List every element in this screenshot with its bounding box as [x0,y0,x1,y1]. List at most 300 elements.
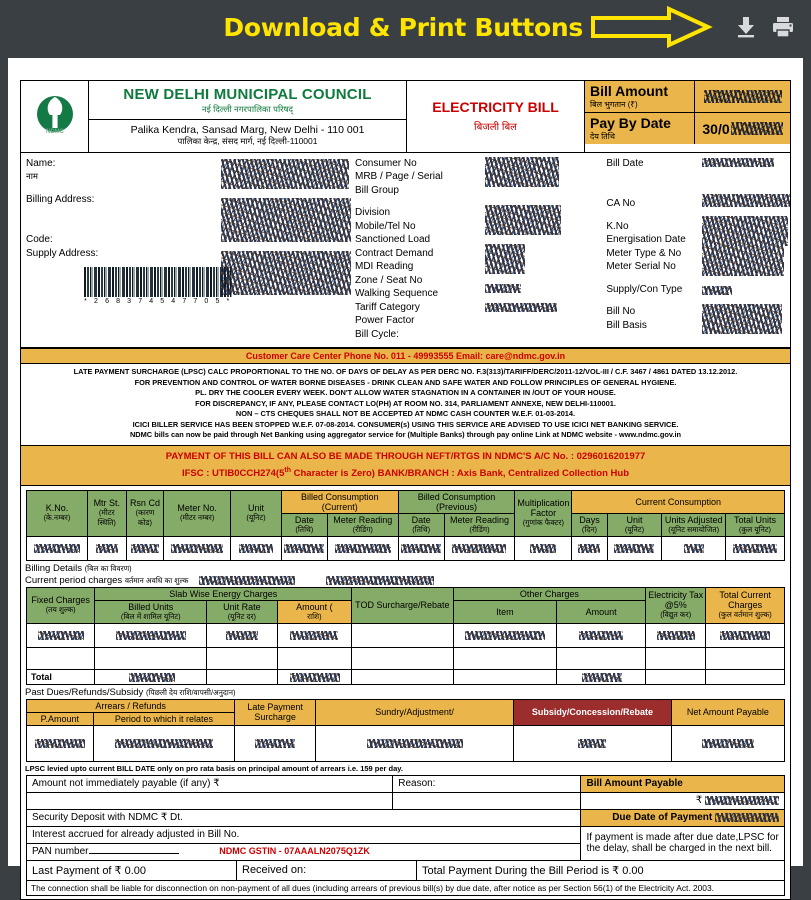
pdf-viewer-toolbar [0,0,811,54]
notice-line: FOR PREVENTION AND CONTROL OF WATER BORNE DISEASES - DRINK CLEAN AND SAFE WATER AND FOLLOW PRINCIPLES OF GENERAL HYGIENE. [134,377,677,387]
redacted-value [465,631,545,640]
cell-unit [231,536,282,560]
cell-received-on: Received on: [237,861,417,881]
redacted-supply-con-type [702,286,732,295]
redacted-value [290,631,338,640]
redacted-bill-amount-payable [705,796,779,805]
cell-total-payment: Total Payment During the Bill Period is ₹ 0.00 [417,861,785,881]
cell-cur-date [281,536,327,560]
consumer-left-labels [21,153,232,348]
table-row [27,861,785,881]
label-supply-address: Supply Address: [26,247,99,259]
redacted-value [35,739,85,748]
council-name-block [89,81,407,152]
th-amount-en: Amount ( [296,601,333,612]
redacted-value [401,544,441,553]
th-k-no-en: K.No. [45,503,69,514]
th-unit-rate-hi: (यूनिट दर) [227,611,257,621]
th-billed-units-en: Billed Units [128,601,174,612]
cell-days [572,536,607,560]
th-meter-no-en: Meter No. [177,503,217,514]
th-cc-unit [607,513,662,536]
pay-by-date-text: 30/0 [702,120,730,137]
table-row [27,826,785,843]
consumption-table-wrap [21,486,790,561]
redacted-value [578,739,606,748]
th-mult-factor-hi: (गुणांक फैक्टर) [522,518,564,528]
th-units-adjusted [662,513,726,536]
customer-care-banner: Customer Care Center Phone No. 011 - 49993555 Email: care@ndmc.gov.in [21,348,790,364]
cell-fixed-charges-2 [27,647,95,669]
redacted-bill-no [702,304,782,334]
download-icon[interactable] [735,15,757,39]
th-late-payment-surcharge: Late Payment Surcharge [235,699,316,725]
logo-text: NDMC [45,129,64,136]
pay-by-date-value [695,113,790,144]
redacted-tariff-category [485,284,521,293]
pay-by-date-label-en: Pay By Date [590,115,671,131]
redacted-period-to [326,576,434,585]
th-mtr-st-hi: (मीटर स्थिति) [97,508,116,528]
cell-tod-2 [352,647,453,669]
th-days-en: Days [579,514,600,525]
redacted-bill-amount [704,90,782,103]
redacted-consumer-no [485,157,559,187]
cell-electricity-tax-2 [646,647,706,669]
label-power-factor: Power Factor [355,315,415,326]
billing-details-heading [21,561,790,575]
cell-total-tod [352,669,453,684]
redacted-value [614,544,654,553]
th-amount-hi: राशि) [307,611,322,621]
bill-page-sheet [8,58,803,893]
notice-line: FOR DISCREPANCY, IF ANY, PLEASE CONTACT LO(PH) AT ROOM NO. 314, PARLIAMENT ANNEXE, NEW DELHI-110001. [195,398,616,408]
label-mobile-tel-no: Mobile/Tel No [355,220,416,232]
table-row [27,647,785,669]
label-sanctioned-load: Sanctioned Load [355,234,431,245]
annotation-label: Download & Print Buttons [223,12,583,42]
cell-amount-2 [277,647,352,669]
th-cur-date-en: Date [294,514,314,525]
past-dues-table-wrap [21,699,790,762]
cell-total-amount [277,669,352,684]
right-arrow-annotation [591,7,711,47]
notice-line: NDMC bills can now be paid through Net Banking using aggregator service for (Multiple Banks) through pay online Link at NDMC website - www.ndmc.gov.in [129,430,682,439]
th-total-current-en: Total Current Charges [719,590,771,611]
label-bill-group: Bill Group [355,184,399,196]
notice-line: LATE PAYMENT SURCHARGE (LPSC) CALC PROPORTIONAL TO THE NO. OF DAYS OF DELAY AS PER DERC NO. F.3(313)/TARIFF/DERC/2011-12/VOL-III / C.F. 3467 / 4861 DATED 13.12.2012. [73,367,738,376]
cell-bill-amount-payable-label: Bill Amount Payable [581,775,785,792]
th-total-units-hi: (कुल यूनिट) [738,524,772,534]
amount-summary-block [585,81,790,152]
redacted-value [684,544,704,553]
cell-electricity-tax [646,623,706,647]
label-energisation-date: Energisation Date [606,234,686,245]
table-row [27,623,785,647]
current-period-en: Current period charges [25,574,123,586]
cell-unit-rate-2 [207,647,277,669]
redacted-value [733,544,777,553]
disclaimer-text: The connection shall be liable for disconnection on non-payment of all dues (including arrears of previous bill(s) by due date, after notice as per Section 56(1) of the Electricity Act. 2003. [26,881,785,896]
redacted-value [38,631,84,640]
table-row [27,536,785,560]
org-address-en: Palika Kendra, Sansad Marg, New Delhi - 110 001 [130,123,365,136]
cell-cur-reading [327,536,398,560]
cell-mtr-st [87,536,126,560]
table-header-row [27,490,785,513]
th-tod: TOD Surcharge/Rebate [352,587,453,623]
th-fixed-charges [27,587,95,623]
cell-security-deposit: Security Deposit with NDMC ₹ Dt. [27,809,581,826]
cell-prev-reading [444,536,515,560]
consumer-right-values [702,153,790,348]
th-cc-unit-en: Unit [626,514,643,525]
th-elec-tax-hi: (विद्युत कर) [660,610,692,620]
pan-input-line[interactable] [89,853,179,854]
th-prev-reading-hi: (रीडिंग) [469,524,490,534]
redacted-period-from [199,576,295,585]
consumer-details [21,153,790,349]
redacted-value [131,544,159,553]
label-meter-type-no: Meter Type & No [606,247,682,259]
redacted-value [582,673,622,682]
cell-total-current-2 [706,647,785,669]
org-name-en: NEW DELHI MUNICIPAL COUNCIL [123,86,372,103]
current-period-heading [21,575,790,587]
redacted-billing-address [221,198,351,242]
redacted-value [530,544,556,553]
th-days-hi: (दिन) [581,524,597,534]
notice-line: NON – CTS CHEQUES SHALL NOT BE ACCEPTED AT NDMC CASH COUNTER W.E.F. 01-03-2014. [235,409,576,418]
th-prev-date [398,513,444,536]
th-total-units-en: Total Units [733,514,776,525]
redacted-pay-by-date [731,122,783,135]
redacted-name [221,159,349,189]
th-total-current-hi: (कुल वर्तमान शुल्क) [718,610,772,620]
th-item: Item [453,600,557,623]
redacted-due-date [715,813,779,822]
redacted-mdi-reading [485,244,525,274]
cell-total-rate [207,669,277,684]
consumer-mid-labels [351,153,485,348]
pan-label: PAN number [32,846,89,858]
bottom-block-wrap [21,775,790,899]
cell-late-payment [235,725,316,761]
th-arrears-refunds: Arrears / Refunds [27,699,235,712]
redacted-value [720,631,770,640]
label-consumer-no: Consumer No [355,157,417,169]
th-total-units [725,513,784,536]
label-name-hi: नाम [26,171,39,181]
th-fixed-hi: (तय शुल्क) [45,605,76,615]
th-mult-factor [515,490,572,536]
cell-billed-units-2 [95,647,207,669]
th-prev-date-en: Date [411,514,431,525]
label-bill-no: Bill No [606,306,636,317]
th-units-adj-hi: (यूनिट समायोजित) [668,524,720,534]
label-mdi-reading: MDI Reading [355,261,414,272]
bill-title-en: ELECTRICITY BILL [432,99,559,116]
last-payment-table [26,861,785,881]
th-sundry-adjustment: Sundry/Adjustment/ [316,699,514,725]
redacted-value [452,544,506,553]
label-code: Code: [26,234,53,245]
th-k-no [27,490,88,536]
th-cur-reading-en: Meter Reading [333,514,393,525]
table-row [27,792,785,809]
cell-total-tax [646,669,706,684]
barcode-image [84,267,232,297]
org-name-hi: नई दिल्ली नगरपालिका परिषद् [201,103,294,114]
cell-prev-date [398,536,444,560]
label-tariff-category: Tariff Category [355,301,420,313]
gstin-text: NDMC GSTIN - 07AAALN2075Q1ZK [219,846,370,857]
label-contract-demand: Contract Demand [355,247,434,259]
label-ca-no: CA No [606,198,636,209]
th-unit-hi: (यूनिट) [246,513,266,523]
past-dues-heading [21,685,790,699]
label-zone-seat-no: Zone / Seat No [355,274,423,286]
th-cur-reading-hi: (रीडिंग) [352,524,373,534]
cell-interest-accrued: Interest accrued for already adjusted in Bill No. [27,826,581,843]
pay-by-date-label-hi: देय तिथि [590,132,615,141]
cell-amount-not-payable: Amount not immediately payable (if any) ₹ [27,775,393,792]
cell-bill-amount-payable-value [581,792,785,809]
th-subsidy-concession-rebate: Subsidy/Concession/Rebate [514,699,672,725]
redacted-value [290,673,340,682]
th-rsn-cd [126,490,164,536]
cell-other-amount-2 [557,647,646,669]
cell-total-item [453,669,557,684]
th-billed-current: Billed Consumption (Current) [281,490,398,513]
billing-details-table [26,587,785,685]
redacted-value [129,673,175,682]
ndmc-logo [21,81,89,152]
th-net-amount-payable: Net Amount Payable [671,699,784,725]
redacted-value [34,544,80,553]
consumer-mid-values [485,153,602,348]
cell-item [453,623,557,647]
cell-units-adjusted [662,536,726,560]
neft-ifsc-sup: th [284,466,291,474]
th-meter-no [164,490,231,536]
label-name-en: Name: [26,157,56,169]
cell-total-current [706,623,785,647]
label-walking-sequence: Walking Sequence [355,288,439,299]
redacted-ca-no [702,194,790,207]
consumption-table [26,490,785,561]
barcode-block [84,267,232,305]
th-prev-reading-en: Meter Reading [449,514,509,525]
bill-header [21,81,790,153]
cell-pan-gstin [27,843,581,860]
redacted-value [579,631,623,640]
th-elec-tax-en: Electricity Tax @5% [648,590,704,611]
neft-line-1: PAYMENT OF THIS BILL CAN ALSO BE MADE THROUGH NEFT/RTGS IN NDMC'S A/C No. : 0296016201977 [165,450,646,462]
th-unit-rate [207,600,277,623]
th-mtr-st [87,490,126,536]
redacted-value [96,544,118,553]
billing-table-wrap [21,587,790,685]
redacted-value [115,739,213,748]
th-k-no-hi: (के.नम्बर) [43,513,71,523]
cell-total-current-sum [706,669,785,684]
cell-total-other [557,669,646,684]
billing-details-heading-en: Billing Details [25,562,83,574]
cell-amount-not-payable-value [27,792,393,809]
th-billed-units [95,600,207,623]
th-amount [277,600,352,623]
cell-period-relates [93,725,234,761]
th-unit-en: Unit [248,503,265,514]
th-other-charges: Other Charges [453,587,646,600]
bill-amount-label-en: Bill Amount [590,83,669,99]
th-cur-reading [327,513,398,536]
cell-unit-rate [207,623,277,647]
consumer-right-labels [602,153,702,348]
th-mtr-st-en: Mtr St. [93,498,121,509]
th-cur-date-hi: (तिथि) [295,524,314,534]
th-current-consumption: Current Consumption [572,490,785,513]
th-fixed-en: Fixed Charges [31,595,90,606]
table-row [27,725,785,761]
redacted-value [367,739,463,748]
redacted-value [239,544,273,553]
pay-by-date-row [585,112,790,144]
label-k-no: K.No [606,220,629,232]
cell-reason: Reason: [393,775,581,792]
cell-amount [277,623,352,647]
due-date-text: Due Date of Payment [612,812,713,824]
neft-ifsc-pre: IFSC : UTIB0CCH274(5 [181,467,285,479]
notice-line: PL. DRY THE COOLER EVERY WEEK. DON'T ALLOW WATER STAGNATION IN A CONTAINER IN /OUT OF YOUR HOUSE. [195,388,616,397]
neft-rtgs-banner [21,445,790,486]
current-period-hi: वर्तमान अवधि का शुल्क [124,575,189,585]
th-cc-unit-hi: (यूनिट) [624,524,645,534]
th-p-amount: P.Amount [27,712,94,725]
billing-details-heading-hi: (बिल का विवरण) [84,563,132,573]
cell-tod [352,623,453,647]
redacted-value [702,739,754,748]
past-dues-heading-en: Past Dues/Refunds/Subsidy [25,686,144,698]
bill-amount-value [695,81,790,112]
redacted-bill-cycle [485,303,557,312]
label-mrb-page-serial: MRB / Page / Serial [355,171,443,182]
cell-cc-unit [607,536,662,560]
th-unit-rate-en: Unit Rate [223,601,261,612]
org-address-hi: पालिका केन्द्र, संसद मार्ग, नई दिल्ली-110001 [177,135,318,146]
redacted-division [485,205,561,235]
cell-last-payment: Last Payment of ₹ 0.00 [27,861,237,881]
lpsc-note: LPSC levied upto current BILL DATE only on pro rata basis on principal amount of arrears i.e. 159 per day. [25,763,403,773]
consumer-left-values [221,153,351,348]
cell-due-date-label [581,809,785,826]
bill-amount-row [585,81,790,112]
barcode-number: * 2 6 8 3 7 4 5 4 7 7 0 5 * [84,298,232,305]
cell-mult-factor [515,536,572,560]
cell-lpsc-warning: If payment is made after due date,LPSC for the delay, shall be charged in the next bill. [581,826,785,860]
th-days [572,513,607,536]
label-bill-cycle: Bill Cycle: [355,328,399,340]
neft-ifsc-post: Character is Zero) BANK/BRANCH : Axis Bank, Centralized Collection Hub [291,467,630,479]
th-total-current [706,587,785,623]
label-meter-serial-no: Meter Serial No [606,261,676,272]
table-row [27,809,785,826]
bill-amount-label-hi: बिल भुगतान (₹) [590,100,638,109]
billing-total-row [27,669,785,684]
cell-reason-value [393,792,581,809]
cell-total-units-amt [95,669,207,684]
th-billed-units-hi: (बिल में शामिल यूनिट) [120,611,181,621]
bill-title-block [407,81,585,152]
cell-meter-no [164,536,231,560]
cell-subsidy [514,725,672,761]
label-supply-con-type: Supply/Con Type [606,283,683,295]
past-dues-table [26,699,785,762]
redacted-supply-address [221,251,351,295]
bill-title-hi: बिजली बिल [474,122,517,134]
cell-sundry [316,725,514,761]
redacted-value [578,544,600,553]
cell-other-amount [557,623,646,647]
th-other-amount: Amount [557,600,646,623]
bill-amount-label [585,81,695,112]
th-cur-date [281,513,327,536]
print-icon[interactable] [771,15,795,39]
th-billed-previous: Billed Consumption (Previous) [398,490,515,513]
th-meter-no-hi: (मीटर नम्बर) [180,513,215,523]
th-electricity-tax [646,587,706,623]
th-rsn-cd-en: Rsn Cd [129,498,160,509]
redacted-value [657,631,695,640]
th-unit [231,490,282,536]
cell-net-payable [671,725,784,761]
th-prev-date-hi: (तिथि) [412,524,431,534]
th-rsn-cd-hi: (कारण कोड) [135,508,155,528]
neft-line-2 [21,464,790,481]
redacted-bill-date [702,158,774,167]
th-units-adj-en: Units Adjusted [664,514,723,525]
cell-p-amount [27,725,94,761]
label-bill-date: Bill Date [606,157,644,169]
bottom-details-table [26,775,785,861]
cell-total-units [725,536,784,560]
pay-by-date-label [585,113,695,144]
table-header-row [27,699,785,712]
th-prev-reading [444,513,515,536]
redacted-value [284,544,324,553]
notices-block [21,364,790,445]
past-dues-heading-hi: (पिछली देय राशि/वापसी/अनुदान) [145,687,236,697]
rupee-symbol: ₹ [695,795,703,807]
th-period-relates: Period to which it relates [93,712,234,725]
redacted-value [171,544,223,553]
th-slab-wise: Slab Wise Energy Charges [95,587,352,600]
notice-line: ICICI BILLER SERVICE HAS BEEN STOPPED W.E.F. 07-08-2014. CONSUMER(s) USING THIS SERVICE ARE ADVISED TO USE ICICI NET BANKING SERVICE. [132,419,679,429]
label-bill-basis: Bill Basis [606,319,647,331]
table-header-row [27,587,785,600]
redacted-value [226,631,258,640]
redacted-meter-type [702,246,784,276]
label-billing-address: Billing Address: [26,193,95,205]
electricity-bill-document [20,80,791,900]
cell-fixed-charges [27,623,95,647]
redacted-value [116,631,186,640]
cell-rsn-cd [126,536,164,560]
redacted-value [255,739,295,748]
table-row [27,775,785,792]
label-division: Division [355,207,391,218]
